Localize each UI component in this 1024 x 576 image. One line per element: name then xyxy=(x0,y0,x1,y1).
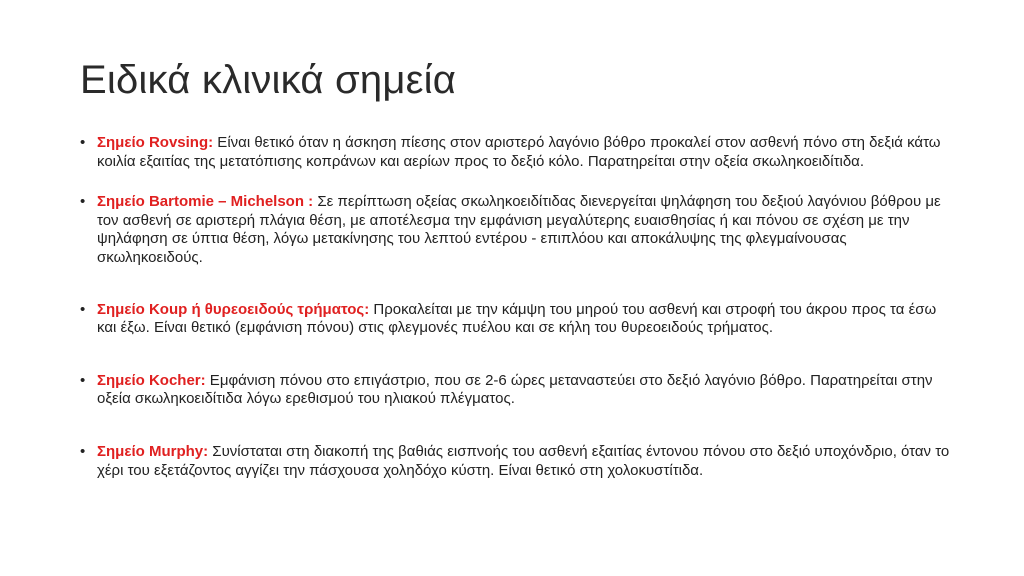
sign-term: Σημείο Kocher: xyxy=(97,371,206,389)
slide-content xyxy=(80,134,950,480)
sign-description: Συνίσταται στη διακοπή της βαθιάς εισπνοής του ασθενή εξαιτίας έντονου πόνου στο δεξιό υποχόνδριο, όταν το χέρι του εξετάζοντος αγγίζει την πάσχουσα χοληδόχο κύστη. Είναι θετικό στη χολοκυστίτιδα. xyxy=(97,442,950,479)
bullet-item-bartomie-michelson xyxy=(80,193,950,267)
bullet-icon: • xyxy=(80,371,86,389)
sign-term: Σημείο Murphy: xyxy=(97,442,209,460)
bullet-icon: • xyxy=(80,134,86,151)
sign-term: Σημείο Bartomie – Michelson : xyxy=(97,193,314,211)
sign-description: Σε περίπτωση οξείας σκωληκοειδίτιδας διενεργείται ψηλάφηση του δεξιού λαγόνιου βόθρου με τον ασθενή σε αριστερή πλάγια θέση, με αποτέλεσμα την εμφάνιση μεγαλύτερης ευαισθησίας ή και πόνου σε σχέση με την ψηλάφηση σε ύπτια θέση, λόγω μετακίνησης του λεπτού εντέρου - επιπλόου και αποκάλυψης της φλεγμαίνουσας σκωληκοειδούς. xyxy=(97,193,941,266)
bullet-item-rovsing xyxy=(80,134,950,171)
bullet-list xyxy=(80,134,950,480)
sign-description: Προκαλείται με την κάμψη του μηρού του ασθενή και στροφή του άκρου προς τα έσω και έξω. Είναι θετικό (εμφάνιση πόνου) στις φλεγμονές πυέλου και σε κήλη του θυρεοειδούς τρήματος. xyxy=(97,300,937,337)
bullet-icon: • xyxy=(80,193,86,211)
slide-title: Ειδικά κλινικά σημεία xyxy=(80,58,457,102)
bullet-icon: • xyxy=(80,442,86,460)
bullet-icon: • xyxy=(80,300,86,318)
sign-term: Σημείο Koup ή θυρεοειδούς τρήματος: xyxy=(97,300,370,318)
sign-term: Σημείο Rovsing: xyxy=(97,134,214,151)
sign-description: Είναι θετικό όταν η άσκηση πίεσης στον αριστερό λαγόνιο βόθρο προκαλεί στον ασθενή πόνο στη δεξιά κάτω κοιλία εξαιτίας της μετατόπισης κοπράνων και αερίων προς το δεξιό κόλο. Παρατηρείται στην οξεία σκωληκοειδίτιδα. xyxy=(97,134,941,170)
bullet-item-murphy xyxy=(80,443,950,480)
bullet-item-koup xyxy=(80,301,950,338)
sign-description: Εμφάνιση πόνου στο επιγάστριο, που σε 2-6 ώρες μεταναστεύει στο δεξιό λαγόνιο βόθρο. Παρατηρείται στην οξεία σκωληκοειδίτιδα λόγω ερεθισμού του ηλιακού πλέγματος. xyxy=(97,371,933,408)
bullet-item-kocher xyxy=(80,372,950,409)
